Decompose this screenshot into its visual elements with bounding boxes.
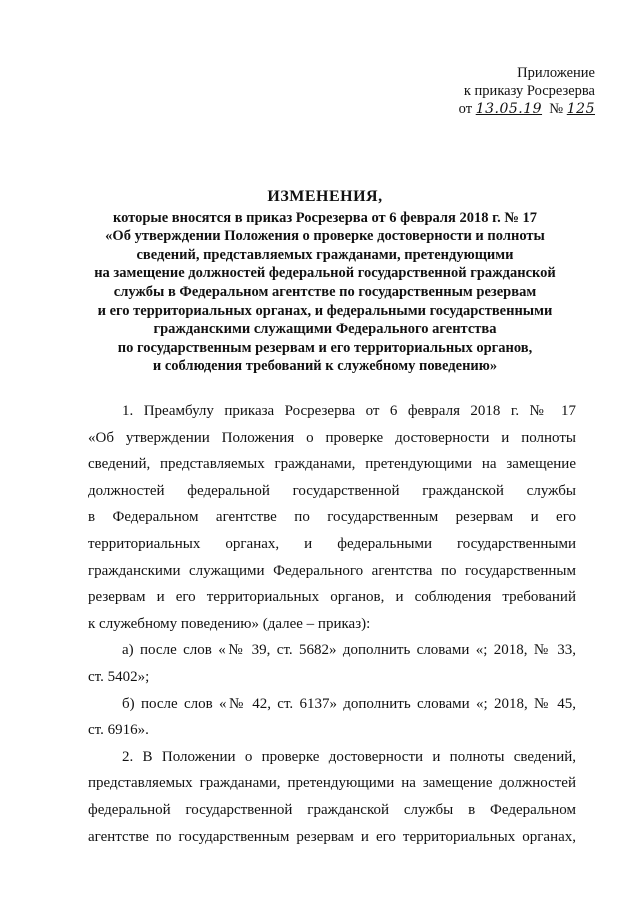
body-line: в Федеральном агентстве по государственным резервам и его bbox=[88, 509, 576, 526]
heading-line: и его территориальных органах, и федеральными государственными bbox=[97, 302, 553, 319]
appendix-order-ref: к приказу Росрезерва bbox=[463, 83, 595, 99]
heading-line: гражданскими служащими Федерального агентства bbox=[153, 321, 497, 338]
date-prefix: от bbox=[458, 101, 473, 117]
body-line: резервам и его территориальных органов, и соблюдения требований bbox=[88, 589, 576, 606]
appendix-header bbox=[395, 64, 595, 118]
body-line: представляемых гражданами, претендующими на замещение должностей bbox=[88, 775, 576, 792]
handwritten-date: 13.05.19 bbox=[475, 101, 543, 117]
handwritten-number: 125 bbox=[566, 101, 595, 117]
heading-line: на замещение должностей федеральной государственной гражданской bbox=[94, 265, 556, 282]
body-line: территориальных органах, и федеральными государственными bbox=[88, 535, 576, 552]
number-prefix: № bbox=[549, 101, 564, 117]
body-line: гражданскими служащими Федерального агентства по государственным bbox=[88, 562, 576, 579]
body-line: должностей федеральной государственной гражданской службы bbox=[88, 482, 576, 499]
body-line: «Об утверждении Положения о проверке достоверности и полноты bbox=[88, 429, 576, 446]
appendix-label: Приложение bbox=[517, 65, 595, 81]
appendix-date-number bbox=[395, 100, 595, 118]
document-body bbox=[88, 398, 576, 850]
body-line: ст. 5402»; bbox=[88, 668, 150, 685]
body-line: 2. В Положении о проверке достоверности и полноты сведений, bbox=[122, 748, 576, 765]
heading-line: по государственным резервам и его территориальных органов, bbox=[117, 339, 533, 356]
body-line: а) после слов «№ 39, ст. 5682» дополнить словами «; 2018, № 33, bbox=[122, 642, 576, 659]
body-line: к служебному поведению» (далее – приказ): bbox=[88, 615, 371, 632]
body-line: ст. 6916». bbox=[88, 722, 149, 739]
document-title: ИЗМЕНЕНИЯ, bbox=[267, 188, 383, 205]
heading-line: и соблюдения требований к служебному поведению» bbox=[152, 358, 498, 375]
body-line: федеральной государственной гражданской службы в Федеральном bbox=[88, 801, 576, 818]
body-line: 1. Преамбулу приказа Росрезерва от 6 февраля 2018 г. № 17 bbox=[122, 403, 576, 419]
heading-line: «Об утверждении Положения о проверке достоверности и полноты bbox=[105, 228, 545, 245]
body-line: агентстве по государственным резервам и его территориальных органах, bbox=[88, 828, 576, 845]
body-line: сведений, представляемых гражданами, претендующими на замещение bbox=[88, 456, 576, 473]
heading-line: которые вносятся в приказ Росрезерва от 6 февраля 2018 г. № 17 bbox=[112, 209, 538, 226]
document-heading bbox=[60, 188, 590, 376]
body-line: б) после слов «№ 42, ст. 6137» дополнить словами «; 2018, № 45, bbox=[122, 695, 576, 712]
heading-line: сведений, представляемых гражданами, претендующими bbox=[136, 246, 514, 263]
heading-line: службы в Федеральном агентстве по государственным резервам bbox=[113, 283, 537, 300]
